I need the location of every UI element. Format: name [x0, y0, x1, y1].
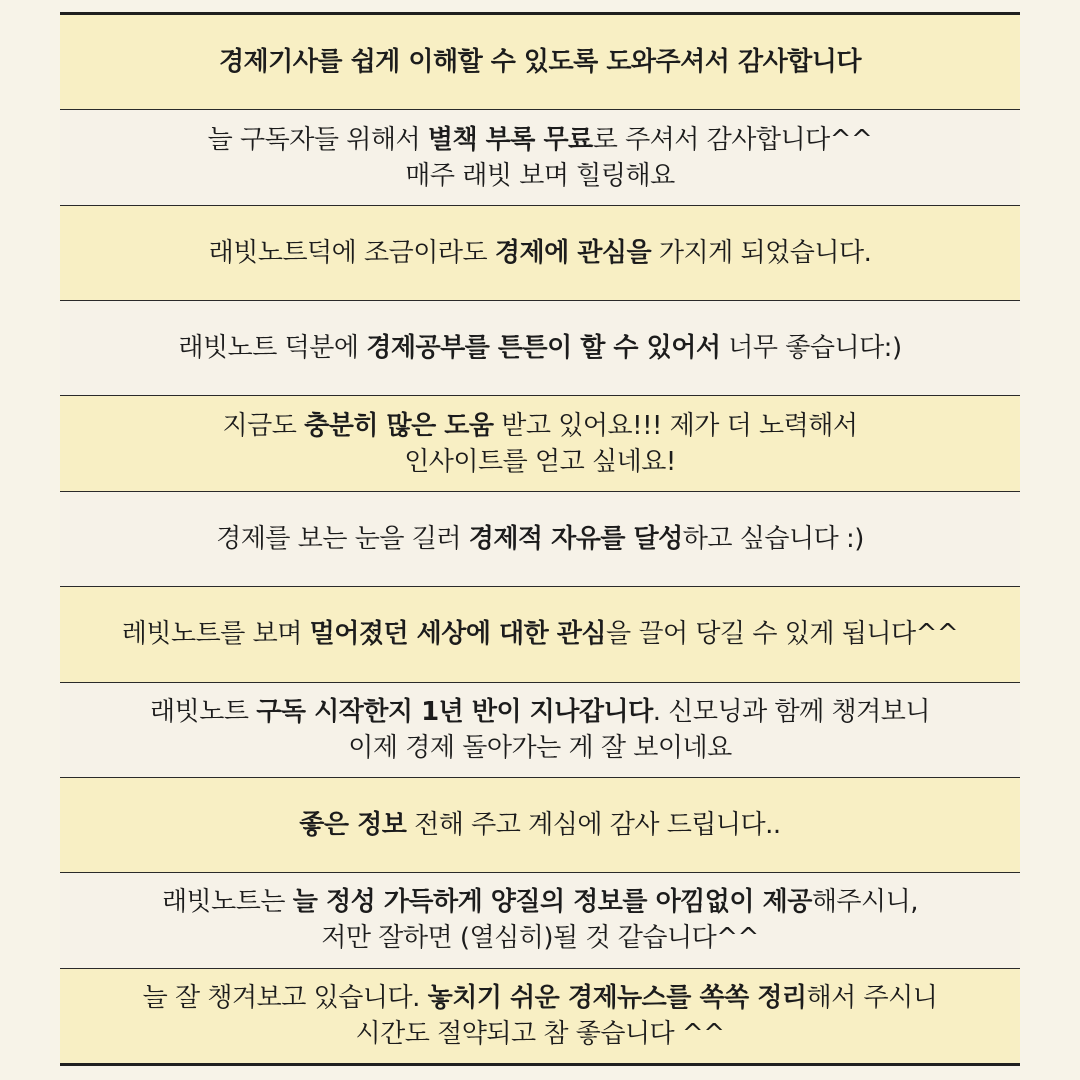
plain-text: 늘 구독자들 위해서	[207, 124, 428, 155]
testimonial-row	[60, 683, 1020, 778]
testimonial-board	[60, 12, 1020, 1066]
plain-text: 하고 싶습니다 :)	[682, 523, 864, 554]
testimonial-line	[122, 616, 958, 652]
highlight-text: 별책 부록 무료	[427, 124, 593, 155]
testimonial-line	[143, 1016, 938, 1052]
highlight-text: 늘 정성 가득하게 양질의 정보를 아낌없이 제공	[292, 887, 812, 918]
testimonial-text	[216, 521, 864, 557]
testimonial-row	[60, 778, 1020, 873]
testimonial-text	[143, 980, 938, 1052]
testimonial-text	[219, 44, 861, 80]
plain-text: 래빗노트덕에 조금이라도	[208, 237, 495, 268]
highlight-text: 경제공부를 튼튼이 할 수 있어서	[366, 333, 721, 364]
testimonial-line	[178, 330, 901, 366]
testimonial-line	[222, 444, 857, 480]
plain-text: 래빗노트는	[161, 887, 293, 918]
plain-text: 경제를 보는 눈을 길러	[216, 523, 469, 554]
testimonial-row	[60, 206, 1020, 301]
testimonial-row	[60, 587, 1020, 682]
plain-text: 저만 잘하면 (열심히)될 것 같습니다^^	[321, 923, 759, 954]
plain-text: 시간도 절약되고 참 좋습니다 ^^	[355, 1018, 725, 1049]
testimonial-row	[60, 969, 1020, 1063]
plain-text: 이제 경제 돌아가는 게 잘 보이네요	[348, 732, 732, 763]
testimonial-line	[299, 807, 780, 843]
testimonial-text	[122, 616, 958, 652]
plain-text: 매주 래빗 보며 힐링해요	[405, 160, 675, 191]
highlight-text: 구독 시작한지 1년 반이 지나갑니다	[256, 696, 653, 727]
testimonial-text	[208, 122, 873, 194]
testimonial-line	[222, 408, 857, 444]
testimonial-text	[178, 330, 901, 366]
plain-text: 받고 있어요!!! 제가 더 노력해서	[493, 410, 858, 441]
highlight-text: 경제적 자유를 달성	[468, 523, 683, 554]
testimonial-line	[216, 521, 864, 557]
plain-text: 늘 잘 챙겨보고 있습니다.	[142, 982, 428, 1013]
testimonial-line	[208, 158, 873, 194]
testimonial-text	[209, 235, 872, 271]
testimonial-row	[60, 301, 1020, 396]
testimonial-text	[222, 408, 857, 480]
plain-text: 지금도	[222, 410, 305, 441]
highlight-text: 놓치기 쉬운 경제뉴스를 쏙쏙 정리	[427, 982, 807, 1013]
testimonial-line	[150, 730, 930, 766]
highlight-text: 충분히 많은 도움	[304, 410, 494, 441]
plain-text: 인사이트를 얻고 싶네요!	[404, 446, 676, 477]
testimonial-text	[162, 884, 918, 956]
plain-text: 가지게 되었습니다.	[651, 237, 872, 268]
testimonial-row	[60, 110, 1020, 205]
testimonial-text	[299, 807, 780, 843]
plain-text: 해서 주시니	[806, 982, 938, 1013]
plain-text: 을 끌어 당길 수 있게 됩니다^^	[606, 619, 959, 650]
testimonial-row	[60, 873, 1020, 968]
plain-text: 전해 주고 계심에 감사 드립니다..	[406, 810, 781, 841]
highlight-text: 경제기사를 쉽게 이해할 수 있도록 도와주셔서 감사합니다	[218, 47, 862, 78]
highlight-text: 좋은 정보	[299, 810, 407, 841]
testimonial-line	[150, 694, 930, 730]
testimonial-text	[150, 694, 930, 766]
plain-text: . 신모닝과 함께 챙겨보니	[652, 696, 930, 727]
testimonial-line	[162, 884, 918, 920]
testimonial-row	[60, 492, 1020, 587]
testimonial-line	[219, 44, 861, 80]
testimonial-line	[143, 980, 938, 1016]
highlight-text: 경제에 관심을	[494, 237, 652, 268]
testimonial-line	[162, 920, 918, 956]
testimonial-row	[60, 15, 1020, 110]
testimonial-row	[60, 396, 1020, 491]
testimonial-line	[209, 235, 872, 271]
plain-text: 해주시니,	[811, 887, 919, 918]
plain-text: 래빗노트	[150, 696, 257, 727]
plain-text: 래빗노트 덕분에	[178, 333, 367, 364]
highlight-text: 멀어졌던 세상에 대한 관심	[309, 619, 607, 650]
plain-text: 레빗노트를 보며	[121, 619, 310, 650]
plain-text: 로 주셔서 감사합니다^^	[592, 124, 873, 155]
testimonial-line	[208, 122, 873, 158]
plain-text: 너무 좋습니다:)	[720, 333, 902, 364]
